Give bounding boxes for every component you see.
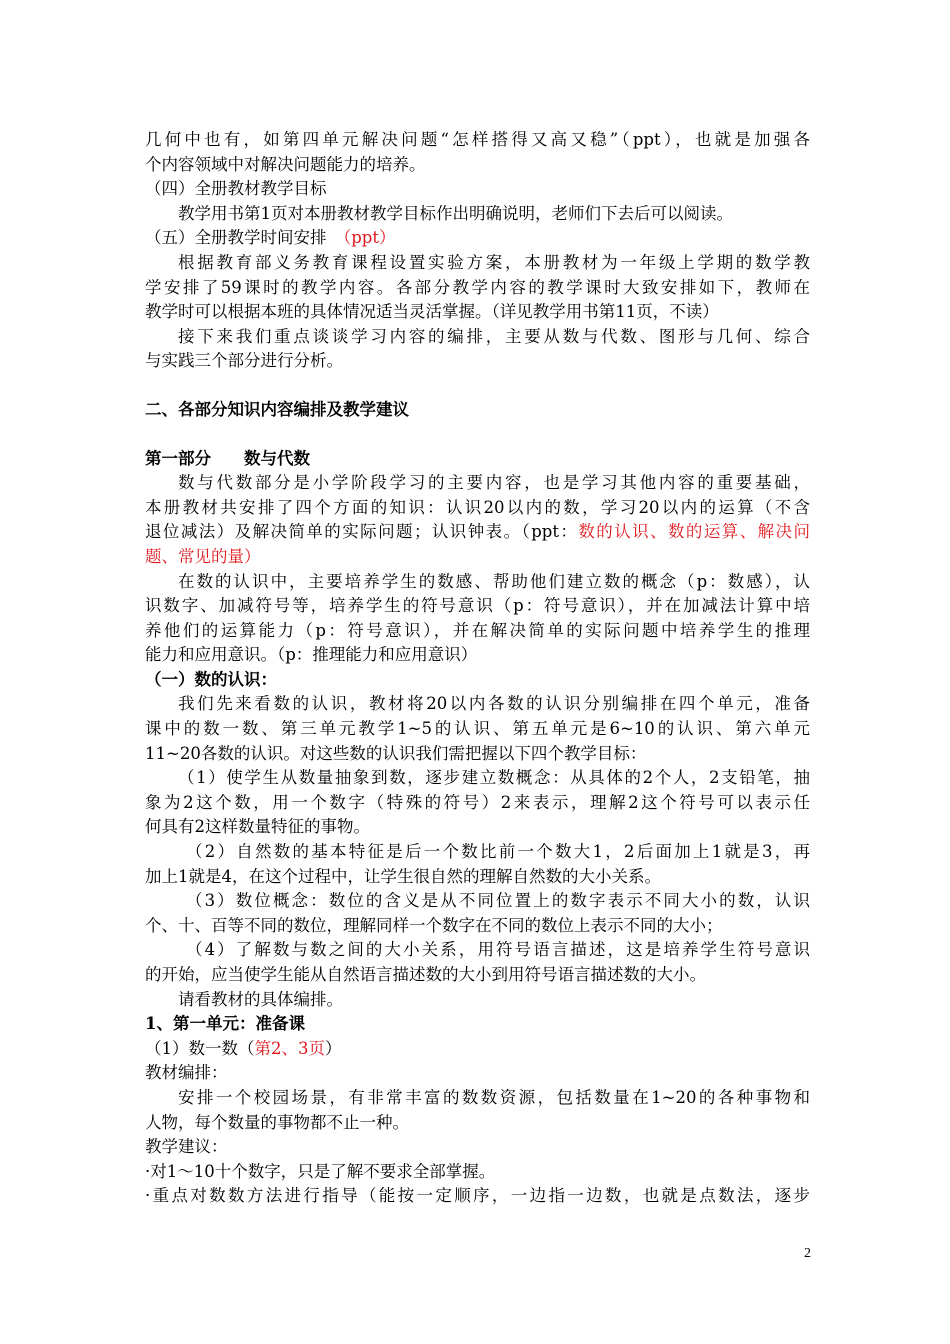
- line-text: （1）数一数（: [145, 1038, 255, 1058]
- line-text: ）: [325, 1038, 342, 1058]
- ppt-reference: 数的认识、数的运算、解决问: [578, 522, 810, 542]
- paragraph-line: 根据教育部义务教育课程设置实验方案，本册教材为一年级上学期的数学教: [178, 252, 810, 272]
- ppt-reference: （ppt）: [343, 228, 396, 248]
- subsection-heading: （一）数的认识：: [145, 669, 277, 689]
- paragraph-line: 数与代数部分是小学阶段学习的主要内容，也是学习其他内容的重要基础，: [178, 473, 810, 493]
- paragraph-line: 教学时可以根据本班的具体情况适当灵活掌握。（详见教学用书第11页，不读）: [145, 302, 719, 322]
- line-text: ）: [244, 546, 261, 566]
- paragraph-line: 课中的数一数、第三单元教学1~5的认识、第五单元是6~10的认识、第六单元: [145, 719, 810, 739]
- paragraph-line: 个内容领域中对解决问题能力的培养。: [145, 154, 426, 174]
- bullet-item: ·对1～10十个数字，只是了解不要求全部掌握。: [145, 1161, 496, 1181]
- paragraph-line: 教学用书第1页对本册教材教学目标作出明确说明，老师们下去后可以阅读。: [178, 203, 733, 223]
- paragraph-line: 本册教材共安排了四个方面的知识：认识20以内的数，学习20以内的运算（不含: [145, 497, 810, 517]
- paragraph-line: [145, 545, 810, 570]
- paragraph-line: （2）自然数的基本特征是后一个数比前一个数大1，2后面加上1就是3，再: [186, 842, 810, 862]
- line-text: 退位减法）及解决简单的实际问题；认识钟表。（ppt：: [145, 522, 579, 542]
- lesson-heading: [145, 1037, 810, 1062]
- paragraph-line: 我们先来看数的认识，教材将20以内各数的认识分别编排在四个单元，准备: [178, 694, 810, 714]
- paragraph-line: 学安排了59课时的教学内容。各部分教学内容的教学课时大致安排如下，教师在: [145, 277, 810, 297]
- paragraph-line: 象为2这个数，用一个数字（特殊的符号）2来表示，理解2这个符号可以表示任: [145, 792, 810, 812]
- heading-text: （五）全册教学时间安排: [145, 228, 343, 248]
- paragraph-line: 养他们的运算能力（p：符号意识），并在解决简单的实际问题中培养学生的推理: [145, 620, 810, 640]
- paragraph-line: 人物，每个数量的事物都不止一种。: [145, 1112, 409, 1132]
- paragraph-line: 11~20各数的认识。对这些数的认识我们需把握以下四个教学目标：: [145, 743, 647, 763]
- paragraph-line: 安排一个校园场景，有非常丰富的数数资源，包括数量在1~20的各种事物和: [178, 1087, 810, 1107]
- paragraph-line: 的开始，应当使学生能从自然语言描述数的大小到用符号语言描述数的大小。: [145, 965, 706, 984]
- paragraph-line: 何具有2这样数量特征的事物。: [145, 817, 370, 837]
- paragraph-line: 请看教材的具体编排。: [178, 989, 343, 1009]
- unit-heading: 1、第一单元：准备课: [145, 1014, 305, 1034]
- paragraph-line: （1）使学生从数量抽象到数，逐步建立数概念：从具体的2个人，2支铅笔，抽: [178, 768, 810, 788]
- paragraph-line: 与实践三个部分进行分析。: [145, 351, 343, 371]
- paragraph-line: （3）数位概念：数位的含义是从不同位置上的数字表示不同大小的数，认识: [186, 891, 810, 911]
- paragraph-line: 在数的认识中，主要培养学生的数感、帮助他们建立数的概念（p：数感），认: [178, 571, 810, 591]
- section-heading: （四）全册教材教学目标: [145, 179, 327, 199]
- ppt-reference: 题、常见的量: [145, 546, 244, 566]
- paragraph-line: [145, 520, 810, 545]
- chapter-heading: 二、各部分知识内容编排及教学建议: [145, 399, 409, 419]
- paragraph-line: （4）了解数与数之间的大小关系，用符号语言描述，这是培养学生符号意识: [186, 940, 810, 960]
- page-reference: 第2、3页: [254, 1038, 325, 1058]
- paragraph-line: 接下来我们重点谈谈学习内容的编排，主要从数与代数、图形与几何、综合: [178, 326, 810, 346]
- section-heading: [145, 226, 810, 251]
- paragraph-line: 识数字、加减符号等，培养学生的符号意识（p：符号意识），并在加减法计算中培: [145, 596, 810, 616]
- label-line: 教学建议：: [145, 1137, 228, 1157]
- paragraph-line: 个、十、百等不同的数位，理解同样一个数字在不同的数位上表示不同的大小；: [145, 915, 723, 935]
- paragraph-line: 几何中也有，如第四单元解决问题“怎样搭得又高又稳”（ppt），也就是加强各: [145, 130, 810, 149]
- bullet-item: ·重点对数数方法进行指导（能按一定顺序，一边指一边数，也就是点数法，逐步: [145, 1186, 810, 1206]
- part-heading: 第一部分 数与代数: [145, 448, 310, 468]
- document-body: [145, 128, 810, 1209]
- paragraph-line: 能力和应用意识。（p：推理能力和应用意识）: [145, 645, 478, 665]
- label-line: 教材编排：: [145, 1063, 228, 1083]
- paragraph-line: 加上1就是4，在这个过程中，让学生很自然的理解自然数的大小关系。: [145, 866, 661, 886]
- page-number: 2: [804, 1246, 811, 1261]
